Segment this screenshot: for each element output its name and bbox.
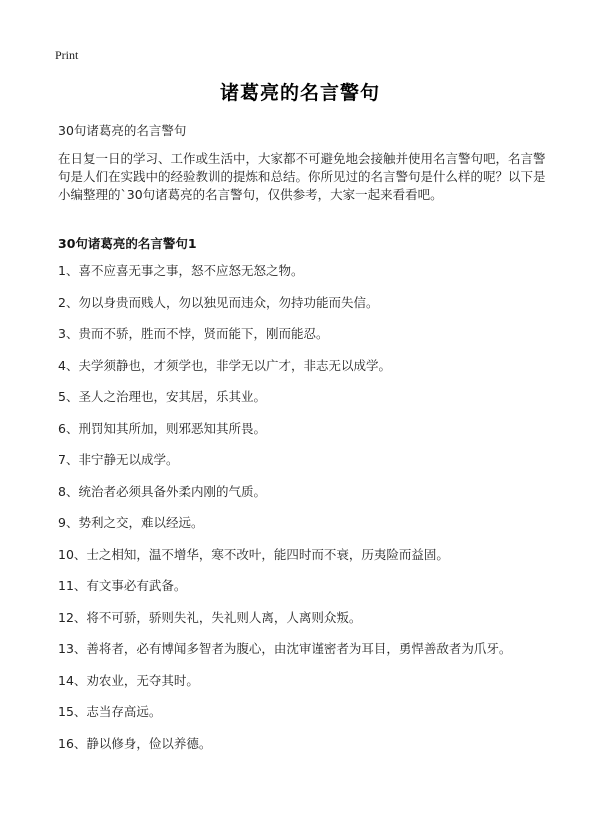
page-title: 诸葛亮的名言警句 bbox=[219, 82, 380, 104]
quote-item: 16、静以修身，俭以养德。 bbox=[58, 735, 212, 751]
section-heading: 30句诸葛亮的名言警句1 bbox=[58, 236, 197, 251]
quote-item: 9、势利之交，难以经远。 bbox=[58, 515, 204, 530]
print-link[interactable]: Print bbox=[55, 48, 79, 62]
quote-item: 15、志当存高远。 bbox=[58, 704, 162, 719]
quote-item: 7、非宁静无以成学。 bbox=[58, 452, 179, 467]
quote-item: 5、圣人之治理也，安其居，乐其业。 bbox=[58, 389, 266, 404]
quote-item: 11、有文事必有武备。 bbox=[58, 578, 187, 593]
intro-paragraph: 在日复一日的学习、工作或生活中，大家都不可避免地会接触并使用名言警句吧，名言警句是人们在实践中的经验教训的提炼和总结。你所见过的名言警句是什么样的呢？以下是小编整理的`30句诸葛亮的名言警句，仅供参考，大家一起来看看吧。 bbox=[58, 151, 546, 202]
quote-item: 12、将不可骄，骄则失礼，失礼则人离，人离则众叛。 bbox=[58, 609, 362, 625]
quote-item: 6、刑罚知其所加，则邪恶知其所畏。 bbox=[58, 420, 266, 436]
quote-item: 4、夫学须静也，才须学也，非学无以广才，非志无以成学。 bbox=[58, 357, 391, 373]
quote-item: 14、劝农业，无夺其时。 bbox=[58, 672, 199, 688]
quote-item: 2、勿以身贵而贱人，勿以独见而违众，勿持功能而失信。 bbox=[58, 294, 379, 310]
quote-item: 8、统治者必须具备外柔内刚的气质。 bbox=[58, 483, 266, 499]
quote-item: 1、喜不应喜无事之事，怒不应怒无怒之物。 bbox=[58, 263, 304, 278]
quote-item: 13、善将者，必有博闻多智者为腹心，由沈审谨密者为耳目，勇悍善敌者为爪牙。 bbox=[58, 641, 512, 656]
quote-item: 3、贵而不骄，胜而不悖，贤而能下，刚而能忍。 bbox=[58, 326, 329, 341]
document-subtitle: 30句诸葛亮的名言警句 bbox=[58, 123, 187, 138]
quote-item: 10、士之相知，温不增华，寒不改叶，能四时而不衰，历夷险而益固。 bbox=[58, 546, 449, 562]
quote-list bbox=[58, 262, 558, 766]
